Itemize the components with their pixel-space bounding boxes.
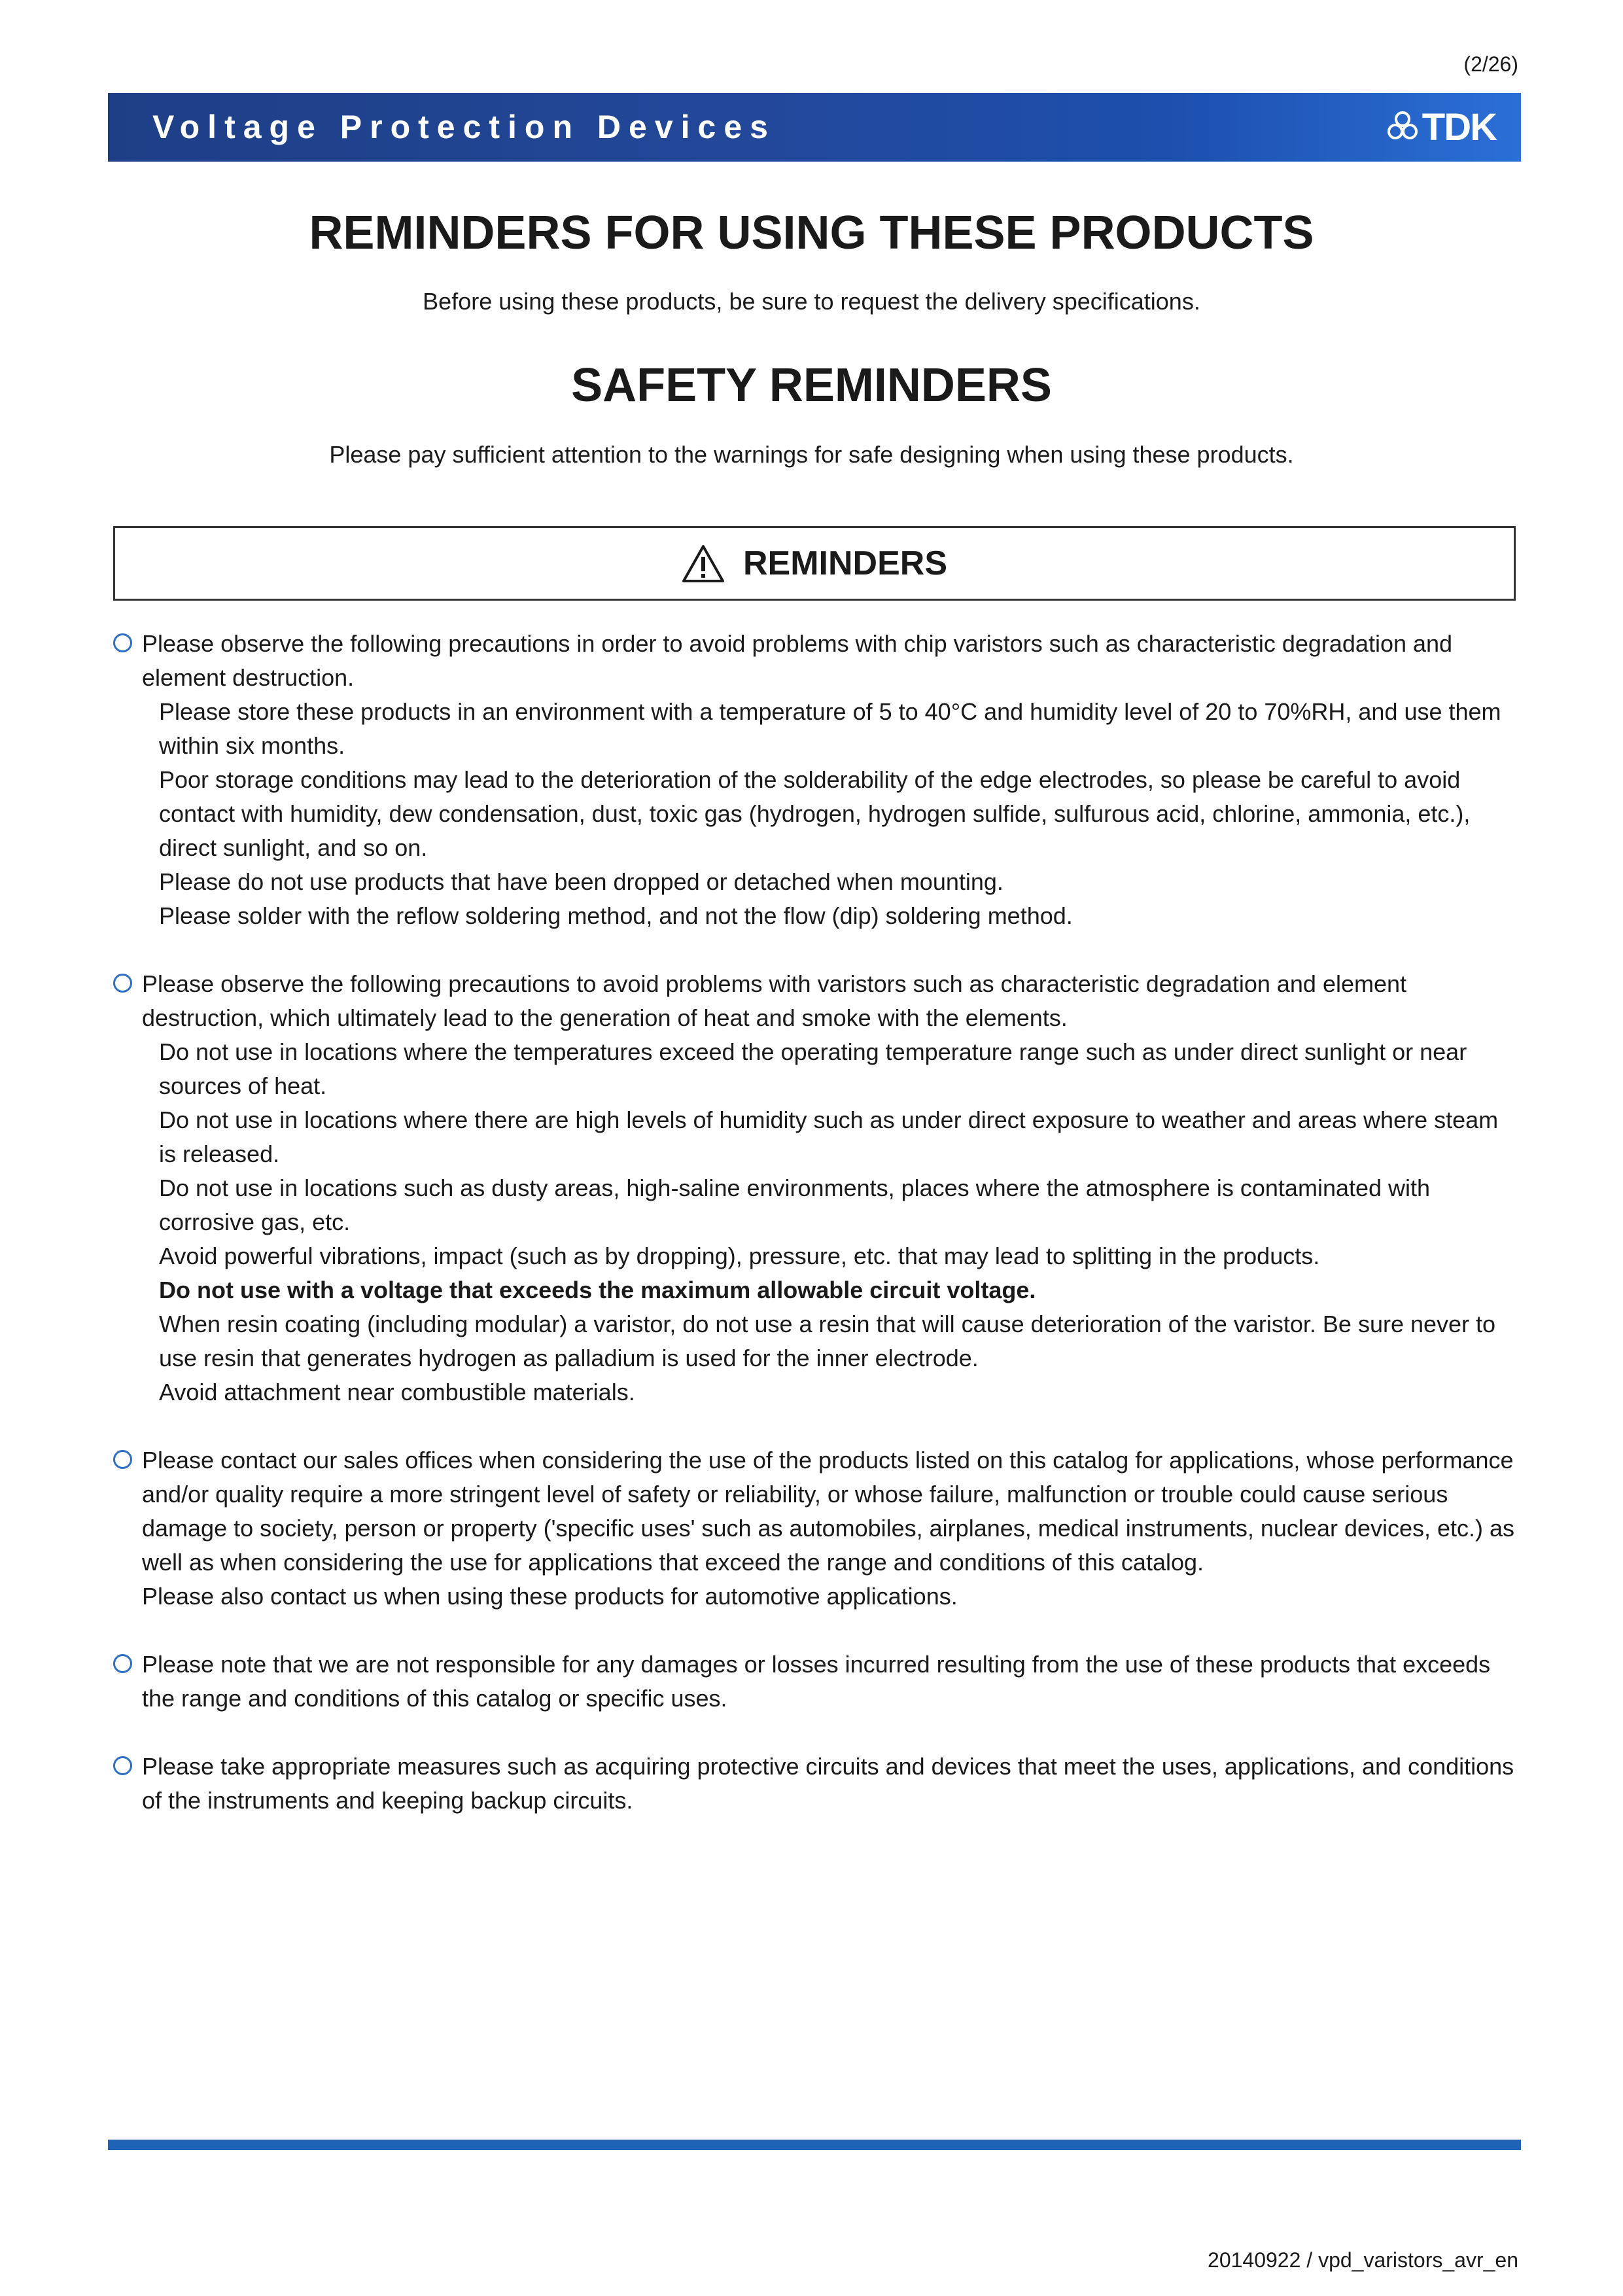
list-item bbox=[113, 627, 1520, 933]
tdk-logo-text: TDK bbox=[1422, 105, 1496, 149]
list-item bbox=[113, 1750, 1520, 1818]
item-sub-line: Do not use in locations such as dusty areas, high-saline environments, places where the atmosphere is contaminated with corrosive gas, etc. bbox=[159, 1174, 1431, 1235]
header-banner bbox=[108, 93, 1521, 162]
item-sub-line: Avoid powerful vibrations, impact (such as by dropping), pressure, etc. that may lead to splitting in the products. bbox=[159, 1243, 1320, 1269]
header-title: Voltage Protection Devices bbox=[152, 109, 776, 145]
list-item bbox=[113, 1648, 1520, 1716]
item-intro: Please note that we are not responsible for any damages or losses incurred resulting from the use of these products that exceeds the range and conditions of this catalog or specific uses. bbox=[142, 1651, 1491, 1712]
circle-bullet-icon bbox=[113, 974, 132, 993]
item-sub-line: Please do not use products that have been dropped or detached when mounting. bbox=[159, 868, 1003, 895]
circle-bullet-icon bbox=[113, 1756, 132, 1775]
item-sub-line: When resin coating (including modular) a varistor, do not use a resin that will cause deterioration of the varistor. Be sure never to use resin that generates hydrogen as palladium is used for the inner electrode. bbox=[159, 1311, 1496, 1371]
main-title: REMINDERS FOR USING THESE PRODUCTS bbox=[309, 207, 1314, 259]
tdk-logo bbox=[1386, 107, 1496, 147]
reminders-title: REMINDERS bbox=[742, 544, 948, 582]
item-sub-line: Do not use in locations where the temperatures exceed the operating temperature range such as under direct sunlight or near sources of heat. bbox=[159, 1038, 1467, 1099]
item-intro: Please take appropriate measures such as acquiring protective circuits and devices that meet the uses, applications, and conditions of the instruments and keeping backup circuits. bbox=[142, 1753, 1514, 1814]
item-intro: Please contact our sales offices when considering the use of the products listed on this catalog for applications, whose performance and/or quality require a more stringent level of safety or reliability, or whose failure, malfunction or trouble could cause serious damage to society, person or property ('specific uses' such as automobiles, airplanes, medical instruments, nuclear devices, etc.) as well as when considering the use for applications that exceed the range and conditions of this catalog. bbox=[142, 1447, 1515, 1576]
footer-rule bbox=[108, 2140, 1521, 2150]
warning-icon bbox=[682, 544, 725, 583]
item-intro: Please observe the following precautions to avoid problems with varistors such as characteristic degradation and element destruction, which ultimately lead to the generation of heat and smoke with the elements. bbox=[142, 970, 1407, 1031]
item-sub-line: Poor storage conditions may lead to the deterioration of the solderability of the edge electrodes, so please be careful to avoid contact with humidity, dew condensation, dust, toxic gas (hydrogen, hydrogen sulfide, sulfurous acid, chlorine, ammonia, etc.), direct sunlight, and so on. bbox=[159, 766, 1471, 861]
safety-title: SAFETY REMINDERS bbox=[571, 359, 1052, 412]
item-sub-line: Avoid attachment near combustible materials. bbox=[159, 1379, 635, 1405]
circle-bullet-icon bbox=[113, 633, 132, 652]
footer-doc-id: 20140922 / vpd_varistors_avr_en bbox=[1208, 2248, 1518, 2272]
tdk-logo-icon bbox=[1386, 110, 1420, 144]
main-subtitle: Before using these products, be sure to request the delivery specifications. bbox=[423, 288, 1200, 315]
page-number: (2/26) bbox=[1463, 52, 1518, 76]
list-item bbox=[113, 967, 1520, 1409]
list-item bbox=[113, 1443, 1520, 1614]
item-intro: Please observe the following precautions in order to avoid problems with chip varistors such as characteristic degradation and element destruction. bbox=[142, 630, 1453, 691]
item-sub-line-warning: Do not use with a voltage that exceeds the maximum allowable circuit voltage. bbox=[159, 1277, 1036, 1303]
circle-bullet-icon bbox=[113, 1450, 132, 1469]
circle-bullet-icon bbox=[113, 1654, 132, 1673]
item-extra: Please also contact us when using these products for automotive applications. bbox=[142, 1583, 958, 1610]
item-sub-line: Please store these products in an environment with a temperature of 5 to 40°C and humidity level of 20 to 70%RH, and use them within six months. bbox=[159, 698, 1501, 759]
item-sub-line: Do not use in locations where there are high levels of humidity such as under direct exposure to weather and areas where steam is released. bbox=[159, 1106, 1499, 1167]
safety-subtitle: Please pay sufficient attention to the warnings for safe designing when using these products. bbox=[329, 441, 1294, 468]
reminders-box bbox=[113, 526, 1516, 601]
item-sub-line: Please solder with the reflow soldering method, and not the flow (dip) soldering method. bbox=[159, 902, 1073, 929]
reminders-list bbox=[113, 627, 1520, 1852]
